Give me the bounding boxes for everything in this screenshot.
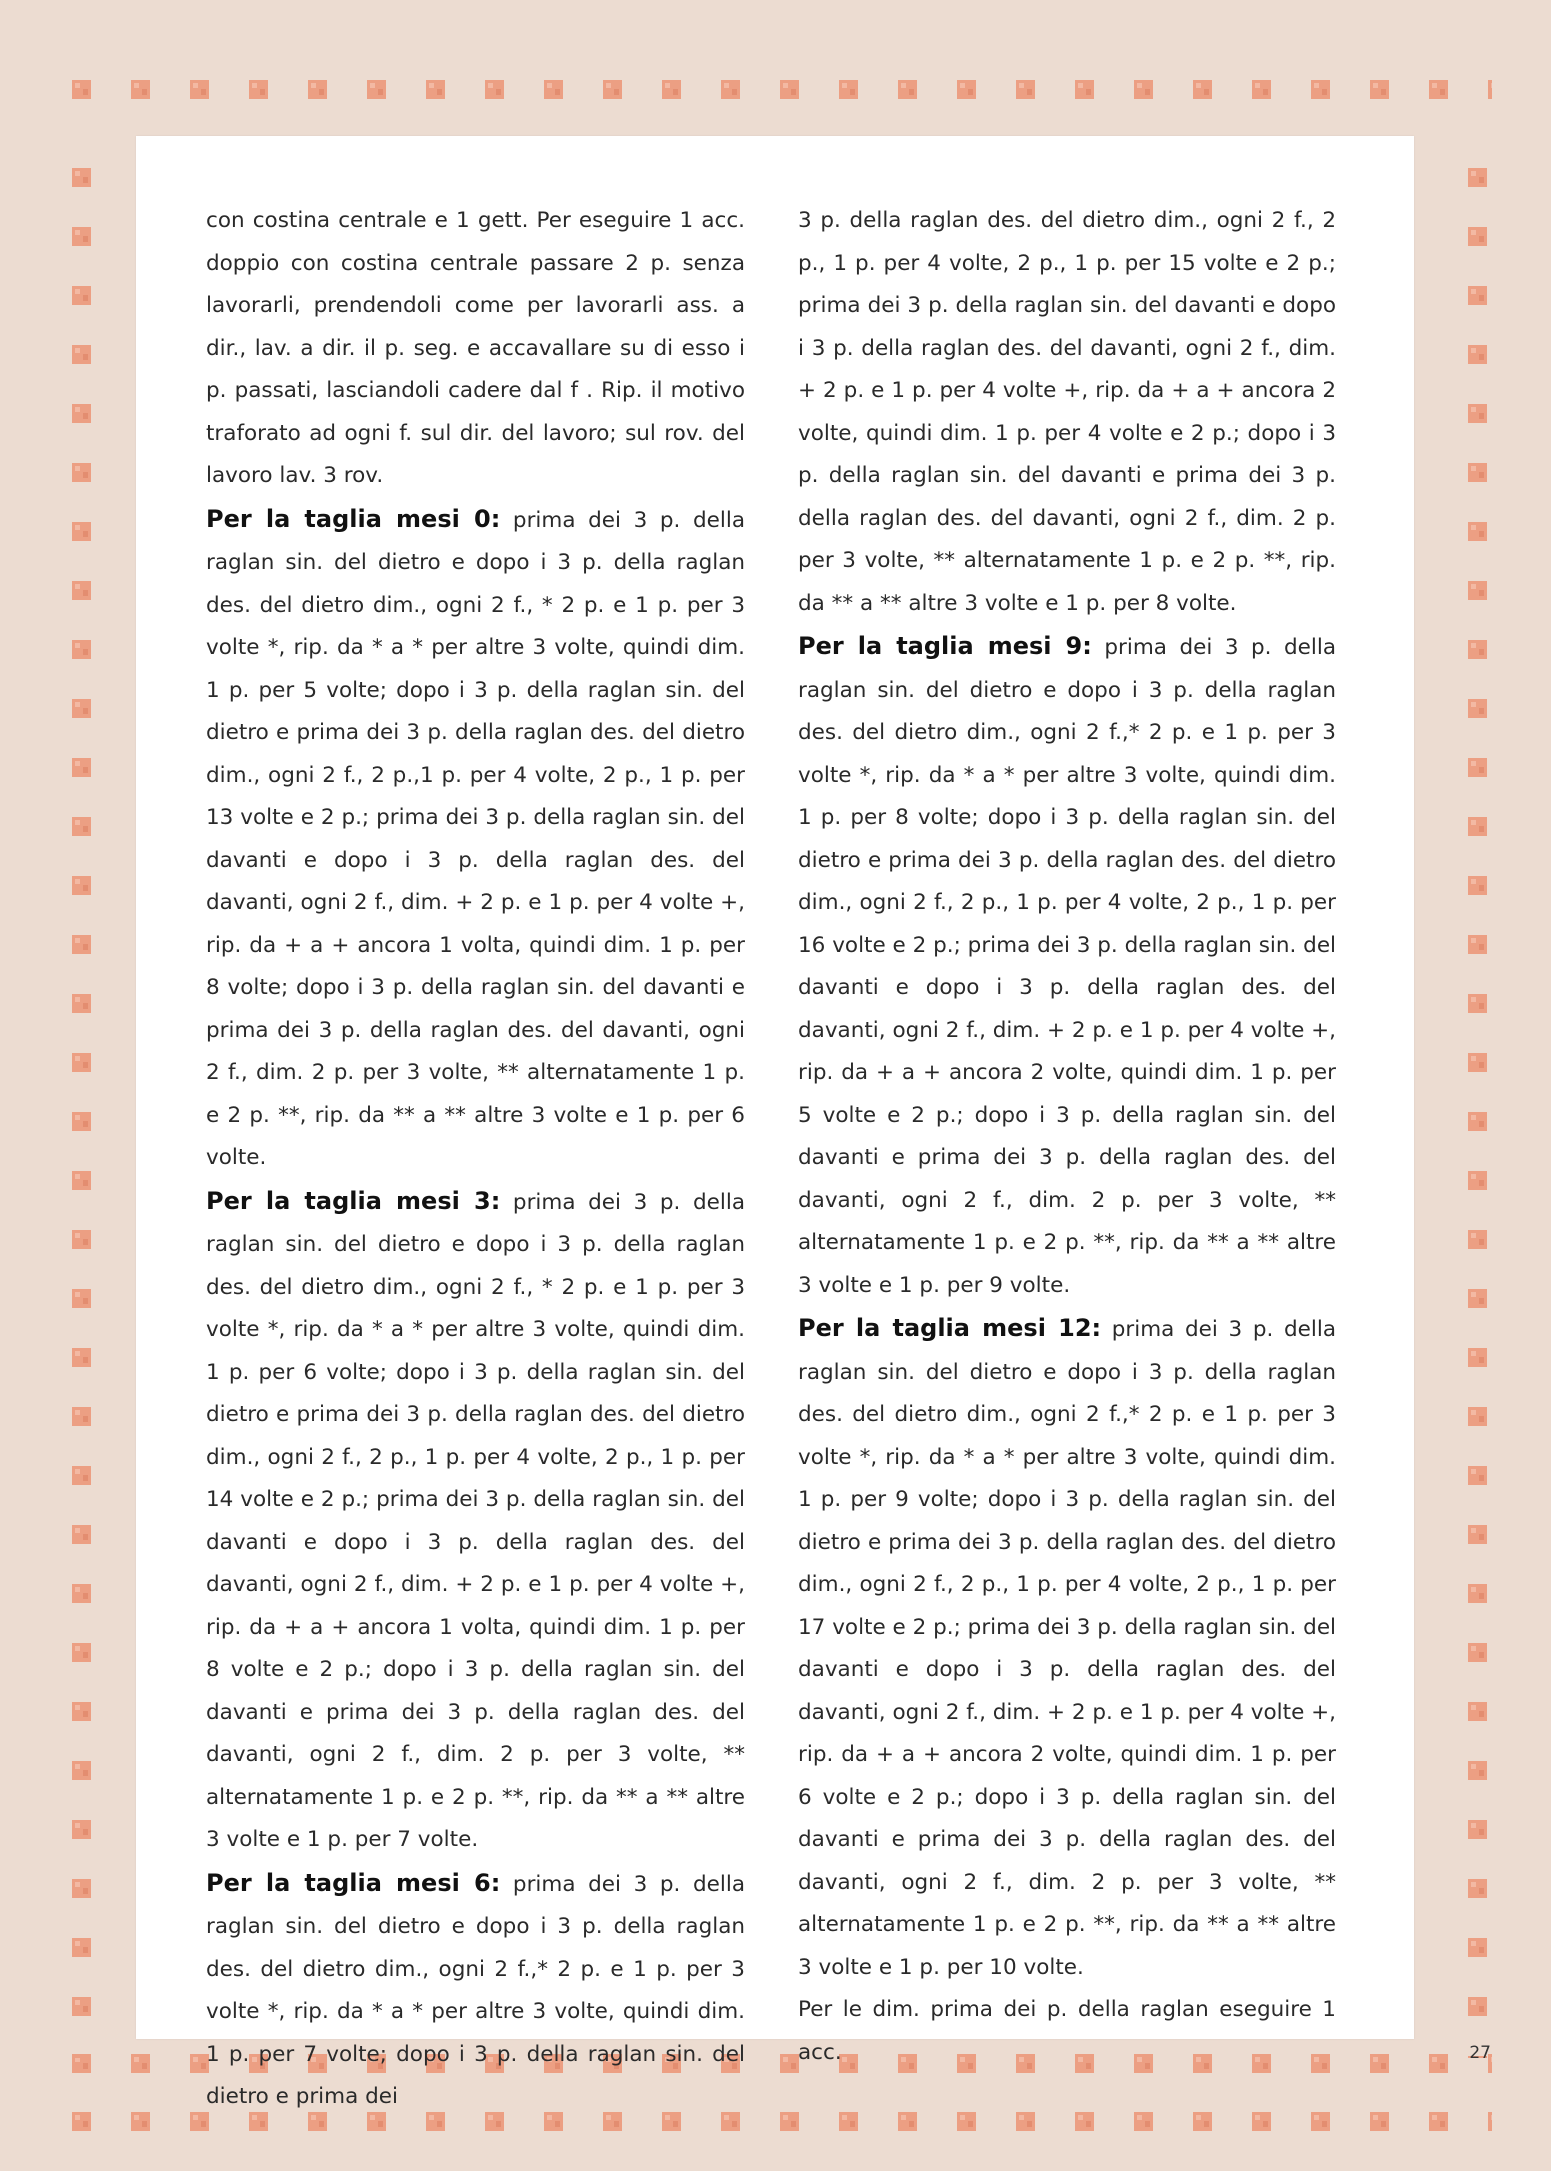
intro-paragraph: con costina centrale e 1 gett. Per eseguire 1 acc. doppio con costina centrale passare 2 p. senza lavorarli, prendendoli come per lavorarli ass. a dir., lav. a dir. il p. seg. e accavallare su di esso i p. passati, lasciandoli cadere dal f . Rip. il motivo traforato ad ogni f. sul dir. del lavoro; sul rov. del lavoro lav. 3 rov. [206, 208, 745, 488]
pattern-top-band [0, 0, 1551, 136]
size-12-text: prima dei 3 p. della raglan sin. del dietro e dopo i 3 p. della raglan des. del dietro dim., ogni 2 f.,* 2 p. e 1 p. per 3 volte *, rip. da * a * per altre 3 volte, quindi dim. 1 p. per 9 volte; dopo i 3 p. della raglan sin. del dietro e prima dei 3 p. della raglan des. del dietro dim., ogni 2 f., 2 p., 1 p. per 4 volte, 2 p., 1 p. per 17 volte e 2 p.; prima dei 3 p. della raglan sin. del davanti e dopo i 3 p. della raglan des. del davanti, ogni 2 f., dim. + 2 p. e 1 p. per 4 volte +, rip. da + a + ancora 2 volte, quindi dim. 1 p. per 6 volte e 2 p.; dopo i 3 p. della raglan sin. del davanti e prima dei 3 p. della raglan des. del davanti, ogni 2 f., dim. 2 p. per 3 volte, ** alternatamente 1 p. e 2 p. **, rip. da ** a ** altre 3 volte e 1 p. per 10 volte. [798, 1317, 1337, 1980]
decorative-squares-left [72, 168, 92, 2058]
decorative-squares-right [1468, 168, 1488, 2058]
right-text-column [798, 200, 1336, 2074]
size-9-heading: Per la taglia mesi 9: [798, 632, 1092, 660]
size-6-text: prima dei 3 p. della raglan sin. del dietro e dopo i 3 p. della raglan des. del dietro dim., ogni 2 f.,* 2 p. e 1 p. per 3 volte *, rip. da * a * per altre 3 volte, quindi dim. 1 p. per 7 volte; dopo i 3 p. della raglan sin. del dietro e prima dei [206, 1871, 745, 2109]
size-0-heading: Per la taglia mesi 0: [206, 504, 501, 533]
size-3-heading: Per la taglia mesi 3: [206, 1186, 501, 1215]
decorative-squares [72, 80, 1492, 100]
size-0-paragraph [206, 498, 745, 1180]
left-text-column [206, 200, 745, 2119]
size-6-continued-paragraph: 3 p. della raglan des. del dietro dim., ogni 2 f., 2 p., 1 p. per 4 volte, 2 p., 1 p. per 15 volte e 2 p.; prima dei 3 p. della raglan sin. del davanti e dopo i 3 p. della raglan des. del davanti, ogni 2 f., dim. + 2 p. e 1 p. per 4 volte +, rip. da + a + ancora 2 volte, quindi dim. 1 p. per 4 volte e 2 p.; dopo i 3 p. della raglan sin. del davanti e prima dei 3 p. della raglan des. del davanti, ogni 2 f., dim. 2 p. per 3 volte, ** alternatamente 1 p. e 2 p. **, rip. da ** a ** altre 3 volte e 1 p. per 8 volte. [798, 208, 1336, 616]
size-12-heading: Per la taglia mesi 12: [798, 1314, 1102, 1342]
size-9-paragraph [798, 625, 1336, 1307]
size-6-heading: Per la taglia mesi 6: [206, 1868, 501, 1897]
size-6-paragraph [206, 1862, 745, 2119]
size-12-paragraph [798, 1307, 1336, 1989]
page-number: 27 [1469, 2043, 1491, 2063]
size-3-paragraph [206, 1180, 745, 1862]
size-0-text: prima dei 3 p. della raglan sin. del dietro e dopo i 3 p. della raglan des. del dietro dim., ogni 2 f., * 2 p. e 1 p. per 3 volte *, rip. da * a * per altre 3 volte, quindi dim. 1 p. per 5 volte; dopo i 3 p. della raglan sin. del dietro e prima dei 3 p. della raglan des. del dietro dim., ogni 2 f., 2 p.,1 p. per 4 volte, 2 p., 1 p. per 13 volte e 2 p.; prima dei 3 p. della raglan sin. del davanti e dopo i 3 p. della raglan des. del davanti, ogni 2 f., dim. + 2 p. e 1 p. per 4 volte +, rip. da + a + ancora 1 volta, quindi dim. 1 p. per 8 volte; dopo i 3 p. della raglan sin. del davanti e prima dei 3 p. della raglan des. del davanti, ogni 2 f., dim. 2 p. per 3 volte, ** alternatamente 1 p. e 2 p. **, rip. da ** a ** altre 3 volte e 1 p. per 6 volte. [206, 507, 745, 1170]
closing-paragraph: Per le dim. prima dei p. della raglan eseguire 1 acc. [798, 1997, 1336, 2065]
size-3-text: prima dei 3 p. della raglan sin. del dietro e dopo i 3 p. della raglan des. del dietro dim., ogni 2 f., * 2 p. e 1 p. per 3 volte *, rip. da * a * per altre 3 volte, quindi dim. 1 p. per 6 volte; dopo i 3 p. della raglan sin. del dietro e prima dei 3 p. della raglan des. del dietro dim., ogni 2 f., 2 p., 1 p. per 4 volte, 2 p., 1 p. per 14 volte e 2 p.; prima dei 3 p. della raglan sin. del davanti e dopo i 3 p. della raglan des. del davanti, ogni 2 f., dim. + 2 p. e 1 p. per 4 volte +, rip. da + a + ancora 1 volta, quindi dim. 1 p. per 8 volte e 2 p.; dopo i 3 p. della raglan sin. del davanti e prima dei 3 p. della raglan des. del davanti, ogni 2 f., dim. 2 p. per 3 volte, ** alternatamente 1 p. e 2 p. **, rip. da ** a ** altre 3 volte e 1 p. per 7 volte. [206, 1189, 745, 1852]
size-9-text: prima dei 3 p. della raglan sin. del dietro e dopo i 3 p. della raglan des. del dietro dim., ogni 2 f.,* 2 p. e 1 p. per 3 volte *, rip. da * a * per altre 3 volte, quindi dim. 1 p. per 8 volte; dopo i 3 p. della raglan sin. del dietro e prima dei 3 p. della raglan des. del dietro dim., ogni 2 f., 2 p., 1 p. per 4 volte, 2 p., 1 p. per 16 volte e 2 p.; prima dei 3 p. della raglan sin. del davanti e dopo i 3 p. della raglan des. del davanti, ogni 2 f., dim. + 2 p. e 1 p. per 4 volte +, rip. da + a + ancora 2 volte, quindi dim. 1 p. per 5 volte e 2 p.; dopo i 3 p. della raglan sin. del davanti e prima dei 3 p. della raglan des. del davanti, ogni 2 f., dim. 2 p. per 3 volte, ** alternatamente 1 p. e 2 p. **, rip. da ** a ** altre 3 volte e 1 p. per 9 volte. [798, 635, 1337, 1298]
